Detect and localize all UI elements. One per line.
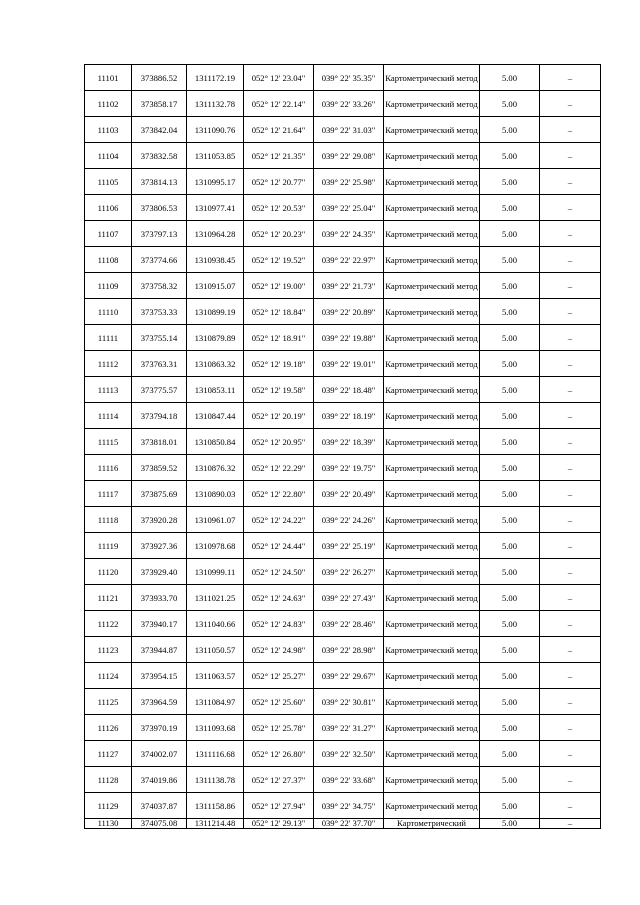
cell-longitude: 039° 22' 30.81" — [314, 689, 384, 715]
cell-method: Картометрический метод — [384, 481, 480, 507]
cell-longitude: 039° 22' 24.35" — [314, 221, 384, 247]
cell-x-coordinate: 373859.52 — [132, 455, 187, 481]
table-row — [85, 221, 601, 247]
cell-method: Картометрический — [384, 819, 480, 829]
cell-latitude: 052° 12' 20.77" — [244, 169, 314, 195]
table-row — [85, 507, 601, 533]
cell-method: Картометрический метод — [384, 663, 480, 689]
cell-latitude: 052° 12' 19.18" — [244, 351, 314, 377]
cell-y-coordinate: 1311021.25 — [187, 585, 244, 611]
cell-x-coordinate: 373920.28 — [132, 507, 187, 533]
cell-y-coordinate: 1311063.57 — [187, 663, 244, 689]
cell-description: – — [540, 429, 601, 455]
cell-x-coordinate: 373774.66 — [132, 247, 187, 273]
cell-accuracy: 5.00 — [480, 559, 540, 585]
cell-x-coordinate: 373886.52 — [132, 65, 187, 91]
cell-longitude: 039° 22' 20.89" — [314, 299, 384, 325]
cell-description: – — [540, 247, 601, 273]
cell-point-number: 11121 — [85, 585, 132, 611]
cell-accuracy: 5.00 — [480, 819, 540, 829]
cell-latitude: 052° 12' 27.94" — [244, 793, 314, 819]
cell-description: – — [540, 221, 601, 247]
cell-point-number: 11102 — [85, 91, 132, 117]
cell-method: Картометрический метод — [384, 143, 480, 169]
cell-description: – — [540, 299, 601, 325]
cell-method: Картометрический метод — [384, 429, 480, 455]
cell-accuracy: 5.00 — [480, 793, 540, 819]
cell-accuracy: 5.00 — [480, 169, 540, 195]
table-row — [85, 377, 601, 403]
cell-longitude: 039° 22' 31.27" — [314, 715, 384, 741]
cell-longitude: 039° 22' 33.26" — [314, 91, 384, 117]
table-body — [85, 65, 601, 829]
cell-longitude: 039° 22' 24.26" — [314, 507, 384, 533]
cell-x-coordinate: 373875.69 — [132, 481, 187, 507]
cell-method: Картометрический метод — [384, 585, 480, 611]
cell-accuracy: 5.00 — [480, 377, 540, 403]
cell-longitude: 039° 22' 20.49" — [314, 481, 384, 507]
cell-latitude: 052° 12' 19.52" — [244, 247, 314, 273]
cell-point-number: 11106 — [85, 195, 132, 221]
cell-latitude: 052° 12' 19.58" — [244, 377, 314, 403]
cell-longitude: 039° 22' 25.19" — [314, 533, 384, 559]
cell-accuracy: 5.00 — [480, 91, 540, 117]
cell-latitude: 052° 12' 22.29" — [244, 455, 314, 481]
cell-accuracy: 5.00 — [480, 585, 540, 611]
cell-method: Картометрический метод — [384, 559, 480, 585]
cell-method: Картометрический метод — [384, 741, 480, 767]
cell-y-coordinate: 1311138.78 — [187, 767, 244, 793]
cell-point-number: 11107 — [85, 221, 132, 247]
cell-x-coordinate: 373755.14 — [132, 325, 187, 351]
cell-method: Картометрический метод — [384, 507, 480, 533]
cell-y-coordinate: 1310863.32 — [187, 351, 244, 377]
cell-longitude: 039° 22' 18.48" — [314, 377, 384, 403]
table-row — [85, 637, 601, 663]
cell-method: Картометрический метод — [384, 221, 480, 247]
cell-y-coordinate: 1311053.85 — [187, 143, 244, 169]
cell-description: – — [540, 715, 601, 741]
table-row — [85, 585, 601, 611]
cell-longitude: 039° 22' 29.67" — [314, 663, 384, 689]
cell-description: – — [540, 741, 601, 767]
table-row — [85, 481, 601, 507]
cell-latitude: 052° 12' 22.14" — [244, 91, 314, 117]
cell-method: Картометрический метод — [384, 247, 480, 273]
table-row — [85, 65, 601, 91]
cell-longitude: 039° 22' 21.73" — [314, 273, 384, 299]
cell-x-coordinate: 374037.87 — [132, 793, 187, 819]
cell-accuracy: 5.00 — [480, 689, 540, 715]
cell-accuracy: 5.00 — [480, 403, 540, 429]
cell-description: – — [540, 169, 601, 195]
cell-x-coordinate: 373753.33 — [132, 299, 187, 325]
cell-accuracy: 5.00 — [480, 351, 540, 377]
cell-description: – — [540, 325, 601, 351]
table-row — [85, 429, 601, 455]
cell-description: – — [540, 143, 601, 169]
cell-point-number: 11108 — [85, 247, 132, 273]
table-row — [85, 325, 601, 351]
cell-latitude: 052° 12' 24.44" — [244, 533, 314, 559]
cell-y-coordinate: 1310978.68 — [187, 533, 244, 559]
cell-y-coordinate: 1311172.19 — [187, 65, 244, 91]
table-row — [85, 247, 601, 273]
cell-latitude: 052° 12' 26.80" — [244, 741, 314, 767]
cell-longitude: 039° 22' 25.04" — [314, 195, 384, 221]
cell-point-number: 11113 — [85, 377, 132, 403]
table-row — [85, 793, 601, 819]
cell-y-coordinate: 1311050.57 — [187, 637, 244, 663]
cell-point-number: 11126 — [85, 715, 132, 741]
cell-longitude: 039° 22' 19.01" — [314, 351, 384, 377]
cell-method: Картометрический метод — [384, 299, 480, 325]
cell-latitude: 052° 12' 24.83" — [244, 611, 314, 637]
cell-latitude: 052° 12' 29.13" — [244, 819, 314, 829]
cell-x-coordinate: 373858.17 — [132, 91, 187, 117]
table-row — [85, 403, 601, 429]
cell-description: – — [540, 767, 601, 793]
cell-point-number: 11105 — [85, 169, 132, 195]
cell-accuracy: 5.00 — [480, 455, 540, 481]
cell-accuracy: 5.00 — [480, 533, 540, 559]
cell-point-number: 11128 — [85, 767, 132, 793]
cell-longitude: 039° 22' 28.46" — [314, 611, 384, 637]
cell-point-number: 11110 — [85, 299, 132, 325]
cell-latitude: 052° 12' 24.50" — [244, 559, 314, 585]
cell-longitude: 039° 22' 19.88" — [314, 325, 384, 351]
cell-method: Картометрический метод — [384, 637, 480, 663]
table-row — [85, 143, 601, 169]
cell-method: Картометрический метод — [384, 325, 480, 351]
cell-description: – — [540, 611, 601, 637]
cell-point-number: 11114 — [85, 403, 132, 429]
cell-longitude: 039° 22' 31.03" — [314, 117, 384, 143]
cell-longitude: 039° 22' 34.75" — [314, 793, 384, 819]
cell-method: Картометрический метод — [384, 273, 480, 299]
cell-latitude: 052° 12' 25.27" — [244, 663, 314, 689]
cell-point-number: 11120 — [85, 559, 132, 585]
cell-longitude: 039° 22' 22.97" — [314, 247, 384, 273]
cell-accuracy: 5.00 — [480, 117, 540, 143]
cell-point-number: 11101 — [85, 65, 132, 91]
cell-description: – — [540, 585, 601, 611]
cell-description: – — [540, 195, 601, 221]
cell-point-number: 11117 — [85, 481, 132, 507]
cell-point-number: 11103 — [85, 117, 132, 143]
cell-description: – — [540, 351, 601, 377]
cell-point-number: 11104 — [85, 143, 132, 169]
cell-latitude: 052° 12' 25.78" — [244, 715, 314, 741]
cell-point-number: 11125 — [85, 689, 132, 715]
cell-method: Картометрический метод — [384, 195, 480, 221]
cell-x-coordinate: 373775.57 — [132, 377, 187, 403]
cell-accuracy: 5.00 — [480, 143, 540, 169]
table-row — [85, 689, 601, 715]
cell-y-coordinate: 1310847.44 — [187, 403, 244, 429]
cell-x-coordinate: 373763.31 — [132, 351, 187, 377]
cell-description: – — [540, 117, 601, 143]
cell-point-number: 11123 — [85, 637, 132, 663]
cell-method: Картометрический метод — [384, 169, 480, 195]
table-row — [85, 351, 601, 377]
cell-description: – — [540, 273, 601, 299]
cell-x-coordinate: 373964.59 — [132, 689, 187, 715]
cell-y-coordinate: 1310876.32 — [187, 455, 244, 481]
table-row — [85, 819, 601, 829]
cell-x-coordinate: 373933.70 — [132, 585, 187, 611]
cell-y-coordinate: 1310915.07 — [187, 273, 244, 299]
table-row — [85, 559, 601, 585]
cell-point-number: 11115 — [85, 429, 132, 455]
cell-latitude: 052° 12' 21.64" — [244, 117, 314, 143]
cell-longitude: 039° 22' 25.98" — [314, 169, 384, 195]
cell-point-number: 11112 — [85, 351, 132, 377]
cell-longitude: 039° 22' 18.39" — [314, 429, 384, 455]
cell-x-coordinate: 373818.01 — [132, 429, 187, 455]
cell-accuracy: 5.00 — [480, 65, 540, 91]
cell-x-coordinate: 373944.87 — [132, 637, 187, 663]
table-row — [85, 91, 601, 117]
cell-y-coordinate: 1310899.19 — [187, 299, 244, 325]
cell-y-coordinate: 1310850.84 — [187, 429, 244, 455]
cell-x-coordinate: 373832.58 — [132, 143, 187, 169]
cell-accuracy: 5.00 — [480, 273, 540, 299]
cell-accuracy: 5.00 — [480, 611, 540, 637]
table-row — [85, 117, 601, 143]
cell-longitude: 039° 22' 32.50" — [314, 741, 384, 767]
cell-x-coordinate: 373954.15 — [132, 663, 187, 689]
cell-accuracy: 5.00 — [480, 299, 540, 325]
cell-description: – — [540, 637, 601, 663]
cell-longitude: 039° 22' 35.35" — [314, 65, 384, 91]
cell-method: Картометрический метод — [384, 689, 480, 715]
cell-y-coordinate: 1311093.68 — [187, 715, 244, 741]
cell-accuracy: 5.00 — [480, 221, 540, 247]
cell-y-coordinate: 1310961.07 — [187, 507, 244, 533]
cell-method: Картометрический метод — [384, 117, 480, 143]
cell-description: – — [540, 533, 601, 559]
cell-point-number: 11118 — [85, 507, 132, 533]
cell-latitude: 052° 12' 21.35" — [244, 143, 314, 169]
cell-y-coordinate: 1311158.86 — [187, 793, 244, 819]
cell-y-coordinate: 1311084.97 — [187, 689, 244, 715]
cell-method: Картометрический метод — [384, 767, 480, 793]
cell-latitude: 052° 12' 19.00" — [244, 273, 314, 299]
table-row — [85, 611, 601, 637]
cell-method: Картометрический метод — [384, 65, 480, 91]
cell-y-coordinate: 1311116.68 — [187, 741, 244, 767]
cell-accuracy: 5.00 — [480, 637, 540, 663]
cell-y-coordinate: 1310938.45 — [187, 247, 244, 273]
cell-point-number: 11122 — [85, 611, 132, 637]
cell-method: Картометрический метод — [384, 793, 480, 819]
cell-latitude: 052° 12' 18.84" — [244, 299, 314, 325]
cell-y-coordinate: 1310999.11 — [187, 559, 244, 585]
cell-x-coordinate: 374075.08 — [132, 819, 187, 829]
cell-latitude: 052° 12' 20.23" — [244, 221, 314, 247]
cell-accuracy: 5.00 — [480, 429, 540, 455]
cell-y-coordinate: 1311090.76 — [187, 117, 244, 143]
cell-description: – — [540, 793, 601, 819]
cell-latitude: 052° 12' 27.37" — [244, 767, 314, 793]
cell-accuracy: 5.00 — [480, 481, 540, 507]
cell-y-coordinate: 1310853.11 — [187, 377, 244, 403]
table-row — [85, 767, 601, 793]
cell-longitude: 039° 22' 18.19" — [314, 403, 384, 429]
cell-point-number: 11111 — [85, 325, 132, 351]
cell-method: Картометрический метод — [384, 611, 480, 637]
cell-method: Картометрический метод — [384, 351, 480, 377]
cell-y-coordinate: 1310964.28 — [187, 221, 244, 247]
cell-latitude: 052° 12' 25.60" — [244, 689, 314, 715]
cell-description: – — [540, 689, 601, 715]
table-row — [85, 195, 601, 221]
cell-latitude: 052° 12' 22.80" — [244, 481, 314, 507]
cell-y-coordinate: 1311132.78 — [187, 91, 244, 117]
cell-description: – — [540, 481, 601, 507]
cell-longitude: 039° 22' 26.27" — [314, 559, 384, 585]
cell-latitude: 052° 12' 18.91" — [244, 325, 314, 351]
cell-accuracy: 5.00 — [480, 663, 540, 689]
cell-accuracy: 5.00 — [480, 247, 540, 273]
cell-description: – — [540, 65, 601, 91]
cell-accuracy: 5.00 — [480, 715, 540, 741]
cell-latitude: 052° 12' 23.04" — [244, 65, 314, 91]
cell-y-coordinate: 1310890.03 — [187, 481, 244, 507]
cell-x-coordinate: 373794.18 — [132, 403, 187, 429]
cell-latitude: 052° 12' 20.19" — [244, 403, 314, 429]
cell-method: Картометрический метод — [384, 455, 480, 481]
cell-longitude: 039° 22' 27.43" — [314, 585, 384, 611]
coordinates-table — [84, 64, 601, 829]
cell-x-coordinate: 373970.19 — [132, 715, 187, 741]
cell-x-coordinate: 373806.53 — [132, 195, 187, 221]
cell-description: – — [540, 377, 601, 403]
cell-point-number: 11119 — [85, 533, 132, 559]
cell-method: Картометрический метод — [384, 377, 480, 403]
cell-y-coordinate: 1310977.41 — [187, 195, 244, 221]
cell-accuracy: 5.00 — [480, 741, 540, 767]
cell-latitude: 052° 12' 24.98" — [244, 637, 314, 663]
cell-x-coordinate: 373940.17 — [132, 611, 187, 637]
cell-point-number: 11124 — [85, 663, 132, 689]
cell-x-coordinate: 373929.40 — [132, 559, 187, 585]
cell-latitude: 052° 12' 24.63" — [244, 585, 314, 611]
table-row — [85, 455, 601, 481]
cell-description: – — [540, 507, 601, 533]
cell-x-coordinate: 373927.36 — [132, 533, 187, 559]
table-row — [85, 663, 601, 689]
cell-method: Картометрический метод — [384, 715, 480, 741]
table-row — [85, 715, 601, 741]
cell-point-number: 11116 — [85, 455, 132, 481]
cell-point-number: 11127 — [85, 741, 132, 767]
cell-point-number: 11129 — [85, 793, 132, 819]
cell-method: Картометрический метод — [384, 91, 480, 117]
cell-accuracy: 5.00 — [480, 195, 540, 221]
cell-description: – — [540, 819, 601, 829]
cell-longitude: 039° 22' 28.98" — [314, 637, 384, 663]
cell-y-coordinate: 1311040.66 — [187, 611, 244, 637]
cell-method: Картометрический метод — [384, 533, 480, 559]
table-row — [85, 299, 601, 325]
cell-latitude: 052° 12' 24.22" — [244, 507, 314, 533]
cell-accuracy: 5.00 — [480, 767, 540, 793]
cell-longitude: 039° 22' 29.08" — [314, 143, 384, 169]
cell-y-coordinate: 1310995.17 — [187, 169, 244, 195]
cell-accuracy: 5.00 — [480, 507, 540, 533]
cell-x-coordinate: 373814.13 — [132, 169, 187, 195]
cell-point-number: 11109 — [85, 273, 132, 299]
cell-longitude: 039° 22' 33.68" — [314, 767, 384, 793]
cell-longitude: 039° 22' 19.75" — [314, 455, 384, 481]
table-row — [85, 533, 601, 559]
cell-x-coordinate: 373842.04 — [132, 117, 187, 143]
cell-latitude: 052° 12' 20.95" — [244, 429, 314, 455]
table-row — [85, 273, 601, 299]
cell-point-number: 11130 — [85, 819, 132, 829]
cell-x-coordinate: 373797.13 — [132, 221, 187, 247]
cell-description: – — [540, 663, 601, 689]
cell-longitude: 039° 22' 37.70" — [314, 819, 384, 829]
cell-description: – — [540, 403, 601, 429]
table-row — [85, 741, 601, 767]
table-row — [85, 169, 601, 195]
cell-description: – — [540, 455, 601, 481]
cell-description: – — [540, 559, 601, 585]
cell-latitude: 052° 12' 20.53" — [244, 195, 314, 221]
cell-description: – — [540, 91, 601, 117]
cell-x-coordinate: 373758.32 — [132, 273, 187, 299]
cell-accuracy: 5.00 — [480, 325, 540, 351]
cell-x-coordinate: 374019.86 — [132, 767, 187, 793]
cell-method: Картометрический метод — [384, 403, 480, 429]
cell-y-coordinate: 1310879.89 — [187, 325, 244, 351]
cell-x-coordinate: 374002.07 — [132, 741, 187, 767]
cell-y-coordinate: 1311214.48 — [187, 819, 244, 829]
